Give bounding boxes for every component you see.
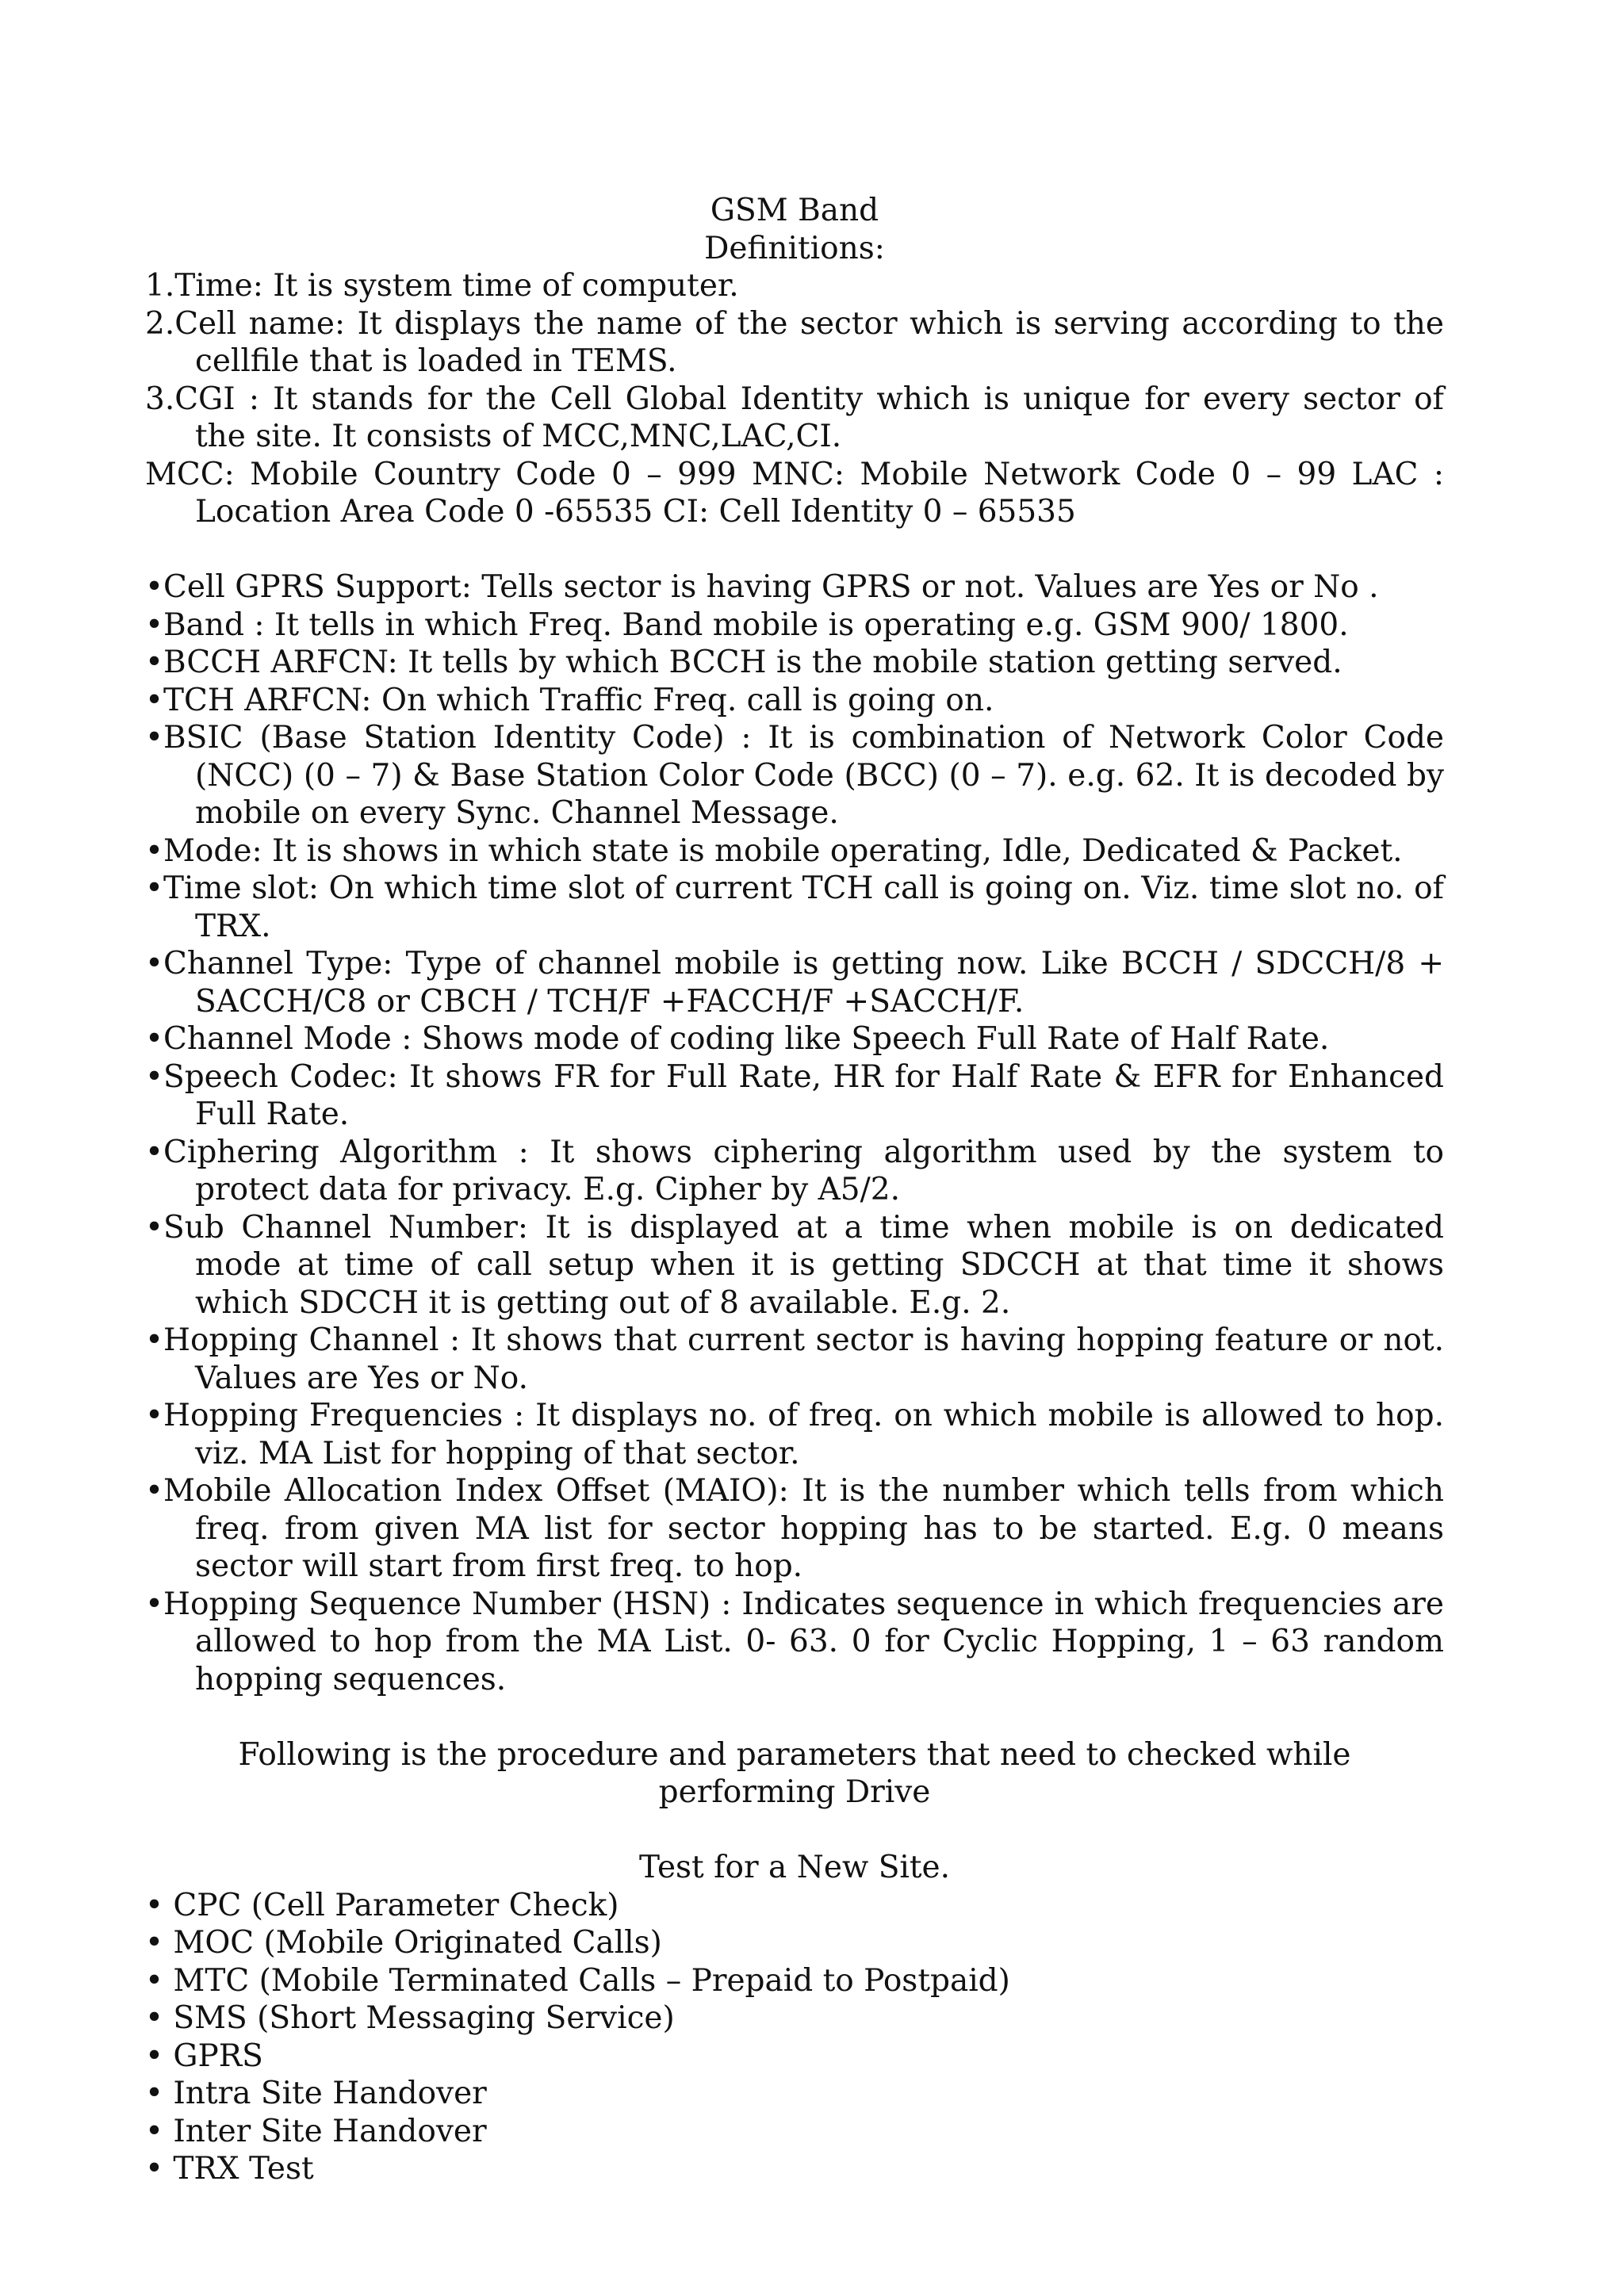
bullet-hopping-channel: •Hopping Channel : It shows that current sector is having hopping feature or not. Values are Yes or No. [145,1322,1444,1396]
section-spacer [145,1698,1444,1736]
procedure-item-gprs: • GPRS [145,2038,263,2074]
bullet-speech-codec: •Speech Codec: It shows FR for Full Rate, HR for Half Rate & EFR for Enhanced Full Rate. [145,1058,1444,1132]
bullet-bcch-arfcn: •BCCH ARFCN: It tells by which BCCH is the mobile station getting served. [145,645,1342,680]
document-title: GSM Band [710,193,879,228]
definition-cgi: 3.CGI : It stands for the Cell Global Identity which is unique for every sector of the site. It consists of MCC,MNC,LAC,CI. [145,381,1444,454]
bullet-tch-arfcn: •TCH ARFCN: On which Traffic Freq. call is going on. [145,682,994,718]
bullet-ciphering-algorithm: •Ciphering Algorithm : It shows ciphering algorithm used by the system to protect data for privacy. E.g. Cipher by A5/2. [145,1134,1444,1207]
bullet-sub-channel-number: •Sub Channel Number: It is displayed at a time when mobile is on dedicated mode at time of call setup when it is getting SDCCH at that time it shows which SDCCH it is getting out of 8 available. E.g. 2. [145,1209,1444,1321]
definition-time: 1.Time: It is system time of computer. [145,268,739,304]
bullet-channel-mode: •Channel Mode : Shows mode of coding like Speech Full Rate of Half Rate. [145,1021,1330,1057]
bullet-band: •Band : It tells in which Freq. Band mobile is operating e.g. GSM 900/ 1800. [145,607,1349,643]
bullet-mode: •Mode: It is shows in which state is mobile operating, Idle, Dedicated & Packet. [145,832,1403,869]
procedure-item-cpc: • CPC (Cell Parameter Check) [145,1887,619,1923]
procedure-item-sms: • SMS (Short Messaging Service) [145,2000,675,2036]
bullet-bsic: •BSIC (Base Station Identity Code) : It is combination of Network Color Code (NCC) (0 – 7) & Base Station Color Code (BCC) (0 – 7). e.g. 62. It is decoded by mobile on every Sync. Channel Message. [145,720,1444,831]
procedure-item-mtc: • MTC (Mobile Terminated Calls – Prepaid to Postpaid) [145,1962,1010,1999]
bullet-maio: •Mobile Allocation Index Offset (MAIO): It is the number which tells from which freq. from given MA list for sector hopping has to be started. E.g. 0 means sector will start from first freq. to hop. [145,1473,1444,1584]
procedure-spacer [145,1812,1444,1850]
bullet-hopping-frequencies: •Hopping Frequencies : It displays no. of freq. on which mobile is allowed to hop. viz. MA List for hopping of that sector. [145,1398,1444,1471]
procedure-intro-line-2: Test for a New Site. [638,1850,951,1885]
procedure-intro-line-1: Following is the procedure and parameters that need to checked while performing Drive [238,1736,1351,1810]
procedure-list [145,1887,1444,2188]
bullet-time-slot: •Time slot: On which time slot of current TCH call is going on. Viz. time slot no. of TRX. [145,871,1444,944]
procedure-item-trx-test: • TRX Test [145,2151,314,2187]
bullet-channel-type: •Channel Type: Type of channel mobile is getting now. Like BCCH / SDCCH/8 + SACCH/C8 or CBCH / TCH/F +FACCH/F +SACCH/F. [145,946,1444,1020]
document-page [145,192,1444,2188]
definitions-heading: Definitions: [704,230,885,266]
bullet-hsn: •Hopping Sequence Number (HSN) : Indicates sequence in which frequencies are allowed to hop from the MA List. 0- 63. 0 for Cyclic Hopping, 1 – 63 random hopping sequences. [145,1586,1444,1697]
definition-cell-name: 2.Cell name: It displays the name of the sector which is serving according to the cellfile that is loaded in TEMS. [145,305,1444,379]
section-spacer [145,531,1444,569]
procedure-item-moc: • MOC (Mobile Originated Calls) [145,1925,662,1961]
codes-definition: MCC: Mobile Country Code 0 – 999 MNC: Mobile Network Code 0 – 99 LAC : Location Area Code 0 -65535 CI: Cell Identity 0 – 65535 [145,456,1444,530]
bullet-cell-gprs-support: •Cell GPRS Support: Tells sector is having GPRS or not. Values are Yes or No . [145,569,1379,605]
procedure-item-intra-site-handover: • Intra Site Handover [145,2076,487,2111]
procedure-item-inter-site-handover: • Inter Site Handover [145,2113,487,2149]
